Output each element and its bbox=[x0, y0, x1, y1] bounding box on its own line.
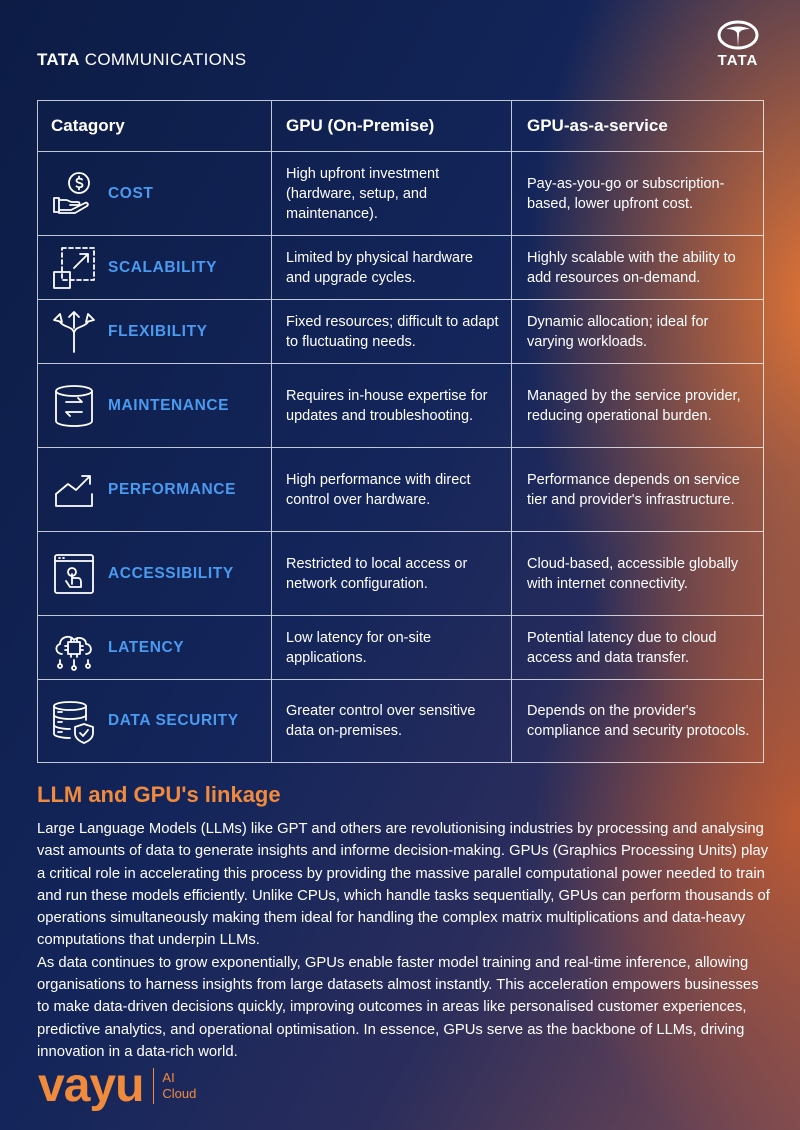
as-service-cell: Pay-as-you-go or subscription-based, lower upfront cost. bbox=[511, 152, 763, 235]
tata-logo bbox=[710, 20, 766, 69]
header-on-premise: GPU (On-Premise) bbox=[271, 101, 511, 151]
category-label: SCALABILITY bbox=[108, 258, 218, 276]
vayu-ai-cloud-logo bbox=[38, 1059, 197, 1112]
category-label: COST bbox=[108, 184, 154, 202]
tata-mark-word: TATA bbox=[717, 52, 759, 69]
dollar-hand-icon bbox=[50, 170, 98, 218]
category-label: PERFORMANCE bbox=[108, 480, 237, 498]
table-row bbox=[38, 531, 763, 615]
tata-emblem-icon bbox=[717, 20, 759, 50]
table-row bbox=[38, 299, 763, 363]
as-service-cell: Highly scalable with the ability to add resources on-demand. bbox=[511, 236, 763, 299]
comparison-table bbox=[37, 100, 764, 763]
on-premise-cell: Low latency for on-site applications. bbox=[271, 616, 511, 679]
table-row bbox=[38, 447, 763, 531]
table-row bbox=[38, 615, 763, 679]
table-row bbox=[38, 679, 763, 762]
trend-up-icon bbox=[50, 466, 98, 514]
on-premise-cell: Fixed resources; difficult to adapt to fluctuating needs. bbox=[271, 300, 511, 363]
scale-expand-icon bbox=[50, 244, 98, 292]
header-category: Catagory bbox=[51, 116, 125, 135]
section-title: LLM and GPU's linkage bbox=[37, 782, 281, 807]
on-premise-cell: Requires in-house expertise for updates and troubleshooting. bbox=[271, 364, 511, 447]
paragraph: Large Language Models (LLMs) like GPT and others are revolutionising industries by processing and analysing vast amounts of data to generate insights and informe decision-making. GPUs (Graphics Processing Units) play a critical role in accelerating this process by providing the massive parallel computational power needed to train and run these models efficiently. Unlike CPUs, which handle tasks sequentially, GPUs can perform thousands of operations simultaneously making them ideal for handling the complex matrix multiplications and data-heavy computations that underpin LLMs. bbox=[37, 821, 770, 949]
on-premise-cell: Restricted to local access or network configuration. bbox=[271, 532, 511, 615]
category-label: FLEXIBILITY bbox=[108, 322, 208, 340]
table-header-row bbox=[38, 101, 763, 151]
logo-divider bbox=[153, 1068, 154, 1104]
logo-sub-line2: Cloud bbox=[162, 1086, 197, 1101]
on-premise-cell: High upfront investment (hardware, setup, and maintenance). bbox=[271, 152, 511, 235]
as-service-cell: Depends on the provider's compliance and security protocols. bbox=[511, 680, 763, 762]
on-premise-cell: High performance with direct control over hardware. bbox=[271, 448, 511, 531]
table-row bbox=[38, 151, 763, 235]
cloud-chip-icon bbox=[50, 624, 98, 672]
body-text bbox=[37, 818, 773, 1063]
logo-subtext bbox=[162, 1070, 196, 1102]
as-service-cell: Cloud-based, accessible globally with internet connectivity. bbox=[511, 532, 763, 615]
touch-screen-icon bbox=[50, 550, 98, 598]
on-premise-cell: Limited by physical hardware and upgrade cycles. bbox=[271, 236, 511, 299]
category-label: ACCESSIBILITY bbox=[108, 564, 234, 582]
as-service-cell: Managed by the service provider, reducing operational burden. bbox=[511, 364, 763, 447]
on-premise-cell: Greater control over sensitive data on-premises. bbox=[271, 680, 511, 762]
database-sync-icon bbox=[50, 382, 98, 430]
category-label: LATENCY bbox=[108, 638, 185, 656]
paragraph: As data continues to grow exponentially, GPUs enable faster model training and real-time inference, allowing organisations to harness insights from large datasets almost instantly. This acceleration empowers businesses to make data-driven decisions quickly, improving outcomes in areas like personalised customer experiences, predictive analytics, and operational optimisation. In essence, GPUs serve as the backbone of LLMs, driving innovation in a data-rich world. bbox=[37, 954, 759, 1060]
logo-sub-line1: AI bbox=[162, 1070, 175, 1085]
category-label: DATA SECURITY bbox=[108, 712, 239, 729]
tata-communications-logo bbox=[37, 50, 246, 70]
category-label: MAINTENANCE bbox=[108, 396, 230, 414]
server-shield-icon bbox=[50, 697, 98, 745]
brand-regular: COMMUNICATIONS bbox=[84, 50, 247, 69]
header-as-service: GPU-as-a-service bbox=[511, 101, 763, 151]
as-service-cell: Potential latency due to cloud access and data transfer. bbox=[511, 616, 763, 679]
as-service-cell: Performance depends on service tier and provider's infrastructure. bbox=[511, 448, 763, 531]
brand-bold: TATA bbox=[37, 50, 80, 69]
table-row bbox=[38, 363, 763, 447]
as-service-cell: Dynamic allocation; ideal for varying workloads. bbox=[511, 300, 763, 363]
split-arrows-icon bbox=[50, 308, 98, 356]
table-row bbox=[38, 235, 763, 299]
vayu-wordmark: vayu bbox=[38, 1059, 144, 1112]
